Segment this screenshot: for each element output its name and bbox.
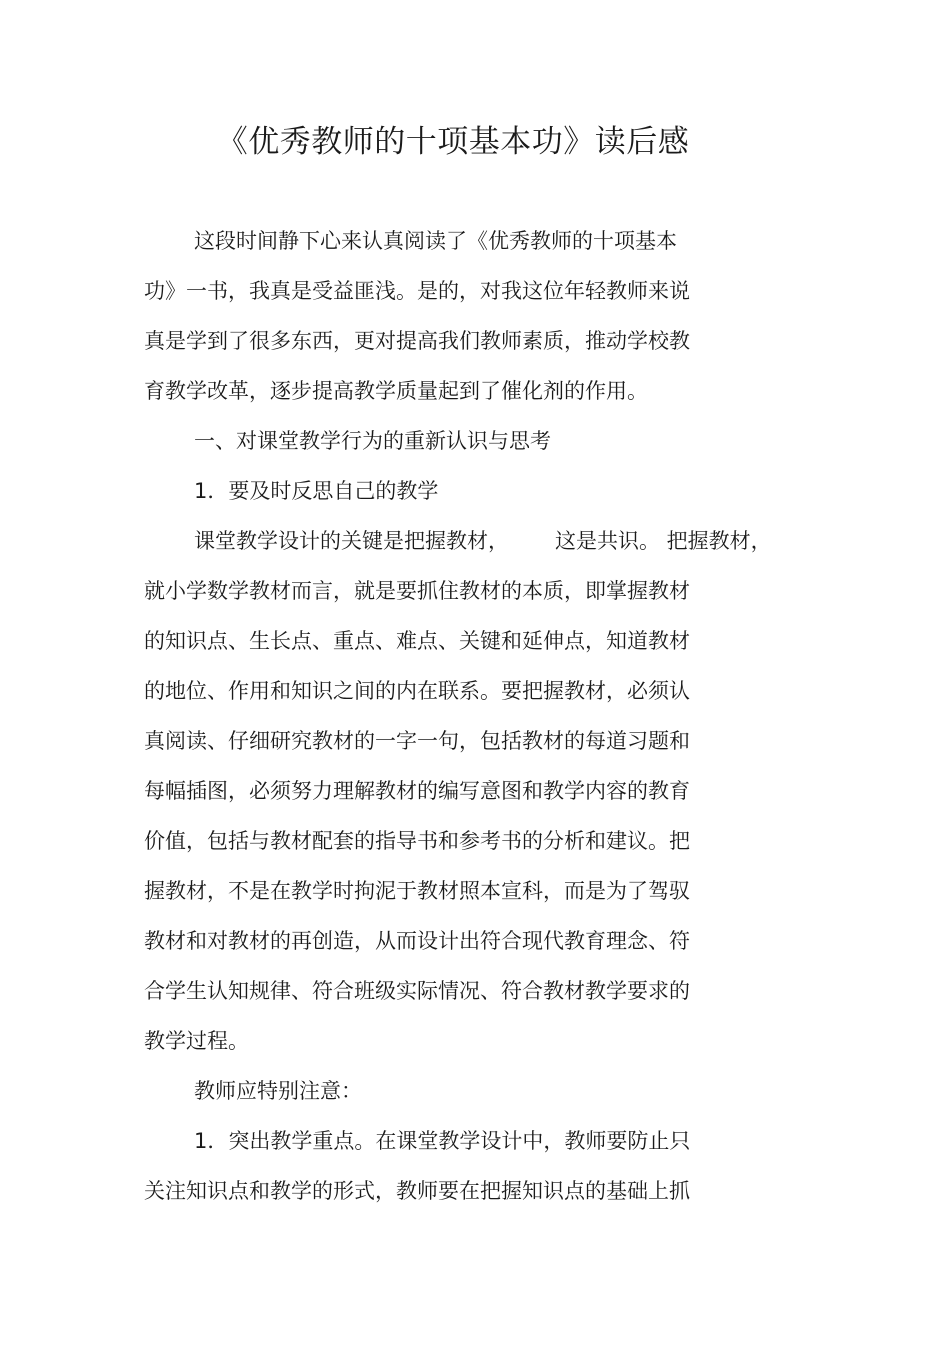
paragraph-line: 育教学改革，逐步提高教学质量起到了催化剂的作用。 [144,379,648,403]
document-title: 《优秀教师的十项基本功》读后感 [216,124,690,160]
paragraph-line: 合学生认知规律、符合班级实际情况、符合教材教学要求的 [144,979,690,1003]
paragraph-line: 每幅插图，必须努力理解教材的编写意图和教学内容的教育 [144,779,690,803]
paragraph-line: 真是学到了很多东西，更对提高我们教师素质，推动学校教 [144,329,690,353]
paragraph-line: 1．突出教学重点。在课堂教学设计中，教师要防止只 [194,1129,691,1153]
paragraph-line: 握教材，不是在教学时拘泥于教材照本宣科，而是为了驾驭 [144,879,690,903]
paragraph-line: 教师应特别注意： [194,1079,362,1103]
paragraph-line: 关注知识点和教学的形式，教师要在把握知识点的基础上抓 [144,1179,690,1203]
paragraph-line: 的知识点、生长点、重点、难点、关键和延伸点，知道教材 [144,629,690,653]
line-segment: 这是共识。 把握教材， [555,529,772,553]
paragraph-line: 教材和对教材的再创造，从而设计出符合现代教育理念、符 [144,929,690,953]
paragraph-line: 真阅读、仔细研究教材的一字一句，包括教材的每道习题和 [144,729,690,753]
paragraph-line [194,526,772,556]
section-heading: 一、对课堂教学行为的重新认识与思考 [194,429,551,453]
paragraph-line: 的地位、作用和知识之间的内在联系。要把握教材，必须认 [144,679,690,703]
line-segment: 课堂教学设计的关键是把握教材， [194,529,509,553]
paragraph-line: 教学过程。 [144,1029,249,1053]
paragraph-line: 就小学数学教材而言，就是要抓住教材的本质，即掌握教材 [144,579,690,603]
paragraph-line: 价值，包括与教材配套的指导书和参考书的分析和建议。把 [144,829,690,853]
subsection-heading: 1．要及时反思自己的教学 [194,479,439,503]
paragraph-line: 功》一书，我真是受益匪浅。是的，对我这位年轻教师来说 [144,279,690,303]
paragraph-line: 这段时间静下心来认真阅读了《优秀教师的十项基本 [194,229,677,253]
